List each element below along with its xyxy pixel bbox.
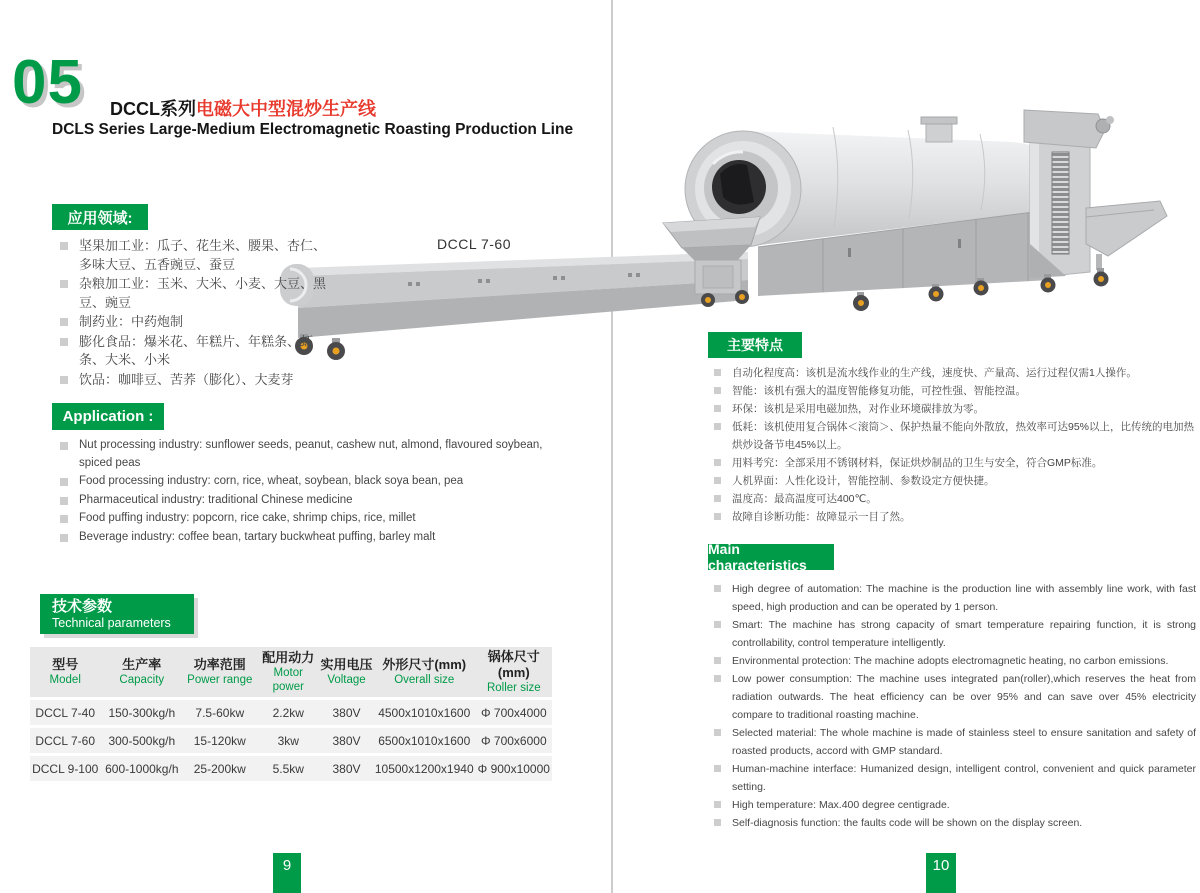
list-item xyxy=(714,760,1196,796)
cell-power-range: 15-120kw xyxy=(183,728,256,753)
list-item-text: 制药业：中药炮制 xyxy=(79,314,184,329)
header-en: Power range xyxy=(187,674,253,686)
list-item xyxy=(60,529,560,547)
square-bullet-icon xyxy=(714,819,721,826)
table-row xyxy=(30,756,552,781)
square-bullet-icon xyxy=(714,675,721,682)
list-item xyxy=(714,400,1196,418)
cell-motor-power: 3kw xyxy=(256,728,320,753)
list-item-text: Food puffing industry: popcorn, rice cake, shrimp chips, rice, millet xyxy=(79,512,416,524)
list-item xyxy=(714,418,1196,454)
header-en: Capacity xyxy=(119,674,165,686)
list-item xyxy=(714,724,1196,760)
application-zh-header: 应用领域: xyxy=(52,204,148,230)
machine-photo xyxy=(258,96,1183,371)
cell-motor-power: 5.5kw xyxy=(256,756,320,781)
cell-roller-size: Φ 700x6000 xyxy=(476,728,552,753)
cell-model: DCCL 9-100 xyxy=(30,756,100,781)
square-bullet-icon xyxy=(60,515,68,523)
list-item xyxy=(714,616,1196,652)
features-zh-list xyxy=(714,364,1196,526)
header-zh: 生产率 xyxy=(122,657,162,672)
list-item xyxy=(714,508,1196,526)
square-bullet-icon xyxy=(60,280,68,288)
list-item-text: 杂粮加工业：玉米、大米、小麦、大豆、黑豆、豌豆 xyxy=(79,276,327,310)
square-bullet-icon xyxy=(714,585,721,592)
list-item-text: Food processing industry: corn, rice, wheat, soybean, black soya bean, pea xyxy=(79,475,464,487)
tech-params-header-en: Technical parameters xyxy=(52,615,171,630)
square-bullet-icon xyxy=(60,534,68,542)
table-header-cell xyxy=(100,647,183,697)
cell-capacity: 300-500kg/h xyxy=(100,728,183,753)
square-bullet-icon xyxy=(714,801,721,808)
list-item-text: 用料考究：全部采用不锈钢材料，保证烘炒制品的卫生与安全，符合GMP标准。 xyxy=(732,457,1103,469)
header-en: Roller size xyxy=(486,682,541,694)
table-header-cell xyxy=(183,647,256,697)
header-en: Voltage xyxy=(327,674,366,686)
square-bullet-icon xyxy=(714,459,721,466)
square-bullet-icon xyxy=(714,405,721,412)
table-header-cell xyxy=(256,647,320,697)
cell-model: DCCL 7-60 xyxy=(30,728,100,753)
machine-model-label: DCCL 7-60 xyxy=(437,236,512,252)
cell-overall-size: 6500x1010x1600 xyxy=(373,728,476,753)
list-item xyxy=(714,580,1196,616)
list-item xyxy=(714,490,1196,508)
section-number: 05 xyxy=(12,48,83,117)
list-item xyxy=(60,371,330,390)
square-bullet-icon xyxy=(714,423,721,430)
cell-overall-size: 10500x1200x1940 xyxy=(373,756,476,781)
list-item xyxy=(60,237,330,274)
header-zh: 实用电压 xyxy=(320,657,373,672)
table-header-cell xyxy=(320,647,373,697)
application-zh-list xyxy=(60,237,330,389)
cell-voltage: 380V xyxy=(320,728,373,753)
header-zh: 型号 xyxy=(52,657,79,672)
header-zh: 配用动力 xyxy=(262,650,315,665)
cell-roller-size: Φ 900x10000 xyxy=(476,756,552,781)
list-item xyxy=(714,454,1196,472)
table-header-cell xyxy=(373,647,476,697)
list-item xyxy=(714,382,1196,400)
application-en-list xyxy=(60,437,560,546)
square-bullet-icon xyxy=(60,318,68,326)
title-zh-prefix: DCCL系列 xyxy=(110,99,196,119)
list-item-text: 故障自诊断功能：故障显示一目了然。 xyxy=(732,511,911,523)
list-item-text: Low power consumption: The machine uses integrated pan(roller),which reserves the heat from radiation outwards. The heat efficiency can be over 95% and can save over 45% electricity compare to traditional roasting machine. xyxy=(732,673,1196,721)
features-zh-header: 主要特点 xyxy=(708,332,802,358)
square-bullet-icon xyxy=(60,338,68,346)
cell-overall-size: 4500x1010x1600 xyxy=(373,700,476,725)
list-item xyxy=(60,313,330,332)
list-item xyxy=(60,510,560,528)
table-header-row xyxy=(30,647,552,697)
page-number-right: 10 xyxy=(926,853,956,893)
cell-capacity: 150-300kg/h xyxy=(100,700,183,725)
square-bullet-icon xyxy=(714,495,721,502)
tech-params-header-zh: 技术参数 xyxy=(52,597,113,615)
list-item-text: Environmental protection: The machine adopts electromagnetic heating, no carbon emissions. xyxy=(732,655,1169,667)
tech-params-table xyxy=(30,644,552,784)
square-bullet-icon xyxy=(60,478,68,486)
list-item xyxy=(714,364,1196,382)
list-item xyxy=(714,814,1196,832)
header-zh: 外形尺寸(mm) xyxy=(382,657,467,672)
list-item xyxy=(60,333,330,370)
table-header-cell xyxy=(30,647,100,697)
square-bullet-icon xyxy=(714,477,721,484)
list-item-text: 人机界面：人性化设计，智能控制、参数设定方便快捷。 xyxy=(732,475,995,487)
list-item xyxy=(60,492,560,510)
features-en-header: Main characteristics xyxy=(708,544,834,570)
square-bullet-icon xyxy=(714,621,721,628)
list-item xyxy=(714,472,1196,490)
square-bullet-icon xyxy=(714,657,721,664)
table-row xyxy=(30,700,552,725)
square-bullet-icon xyxy=(60,497,68,505)
page-title-en: DCLS Series Large-Medium Electromagnetic Roasting Production Line xyxy=(52,121,574,138)
list-item-text: Selected material: The whole machine is made of stainless steel to ensure sanitation and safety of roasted products, accord with GMP standard. xyxy=(732,727,1196,757)
square-bullet-icon xyxy=(60,442,68,450)
list-item-text: 环保：该机是采用电磁加热，对作业环境碳排放为零。 xyxy=(732,403,984,415)
square-bullet-icon xyxy=(714,513,721,520)
list-item-text: Smart: The machine has strong capacity of smart temperature repairing function, it is strong controllability, control temperature intelligently. xyxy=(732,619,1196,649)
list-item-text: 膨化食品：爆米花、年糕片、年糕条、虾条、大米、小米 xyxy=(79,333,314,367)
application-en-header: Application : xyxy=(52,403,164,430)
list-item-text: 低耗：该机使用复合锅体＜滚筒＞、保护热量不能向外散放，热效率可达95%以上，比传统的电加热烘炒设备节电45%以上。 xyxy=(732,421,1195,451)
header-zh: 锅体尺寸(mm) xyxy=(487,649,540,680)
header-en: Model xyxy=(49,674,81,686)
list-item xyxy=(60,275,330,312)
list-item xyxy=(60,437,560,472)
square-bullet-icon xyxy=(714,387,721,394)
cell-voltage: 380V xyxy=(320,700,373,725)
page-number-left: 9 xyxy=(273,853,301,893)
title-zh-red: 电磁大中型混炒生产线 xyxy=(196,99,376,119)
features-en-list xyxy=(714,580,1196,832)
header-en: Motor power xyxy=(272,667,304,693)
header-en: Overall size xyxy=(394,674,455,686)
list-item xyxy=(714,796,1196,814)
square-bullet-icon xyxy=(714,765,721,772)
list-item-text: 温度高：最高温度可达400℃。 xyxy=(732,493,877,505)
cell-model: DCCL 7-40 xyxy=(30,700,100,725)
list-item-text: Self-diagnosis function: the faults code will be shown on the display screen. xyxy=(732,817,1083,829)
square-bullet-icon xyxy=(60,242,68,250)
list-item xyxy=(60,473,560,491)
list-item xyxy=(714,670,1196,724)
header-zh: 功率范围 xyxy=(193,657,246,672)
list-item-text: 智能：该机有强大的温度智能修复功能，可控性强、智能控温。 xyxy=(732,385,1026,397)
tech-params-header xyxy=(40,594,194,634)
list-item-text: Nut processing industry: sunflower seeds, peanut, cashew nut, almond, flavoured soybean, spiced peas xyxy=(79,439,543,469)
list-item xyxy=(714,652,1196,670)
square-bullet-icon xyxy=(60,376,68,384)
cell-power-range: 25-200kw xyxy=(183,756,256,781)
list-item-text: High degree of automation: The machine is the production line with assembly line work, with fast speed, high production and can be operated by 1 person. xyxy=(732,583,1196,613)
list-item-text: Human-machine interface: Humanized design, intelligent control, convenient and quick parameter setting. xyxy=(732,763,1196,793)
cell-capacity: 600-1000kg/h xyxy=(100,756,183,781)
cell-voltage: 380V xyxy=(320,756,373,781)
cell-power-range: 7.5-60kw xyxy=(183,700,256,725)
list-item-text: Beverage industry: coffee bean, tartary buckwheat puffing, barley malt xyxy=(79,530,436,543)
list-item-text: High temperature: Max.400 degree centigrade. xyxy=(732,799,950,811)
table-header-cell xyxy=(476,647,552,697)
table-row xyxy=(30,728,552,753)
list-item-text: 自动化程度高：该机是流水线作业的生产线，速度快、产量高、运行过程仅需1人操作。 xyxy=(732,367,1137,379)
cell-motor-power: 2.2kw xyxy=(256,700,320,725)
list-item-text: Pharmaceutical industry: traditional Chinese medicine xyxy=(79,493,353,506)
square-bullet-icon xyxy=(714,369,721,376)
square-bullet-icon xyxy=(714,729,721,736)
cell-roller-size: Φ 700x4000 xyxy=(476,700,552,725)
list-item-text: 饮品：咖啡豆、苦荞（膨化）、大麦芽 xyxy=(79,371,294,387)
list-item-text: 坚果加工业：瓜子、花生米、腰果、杏仁、多味大豆、五香豌豆、蚕豆 xyxy=(79,238,327,272)
